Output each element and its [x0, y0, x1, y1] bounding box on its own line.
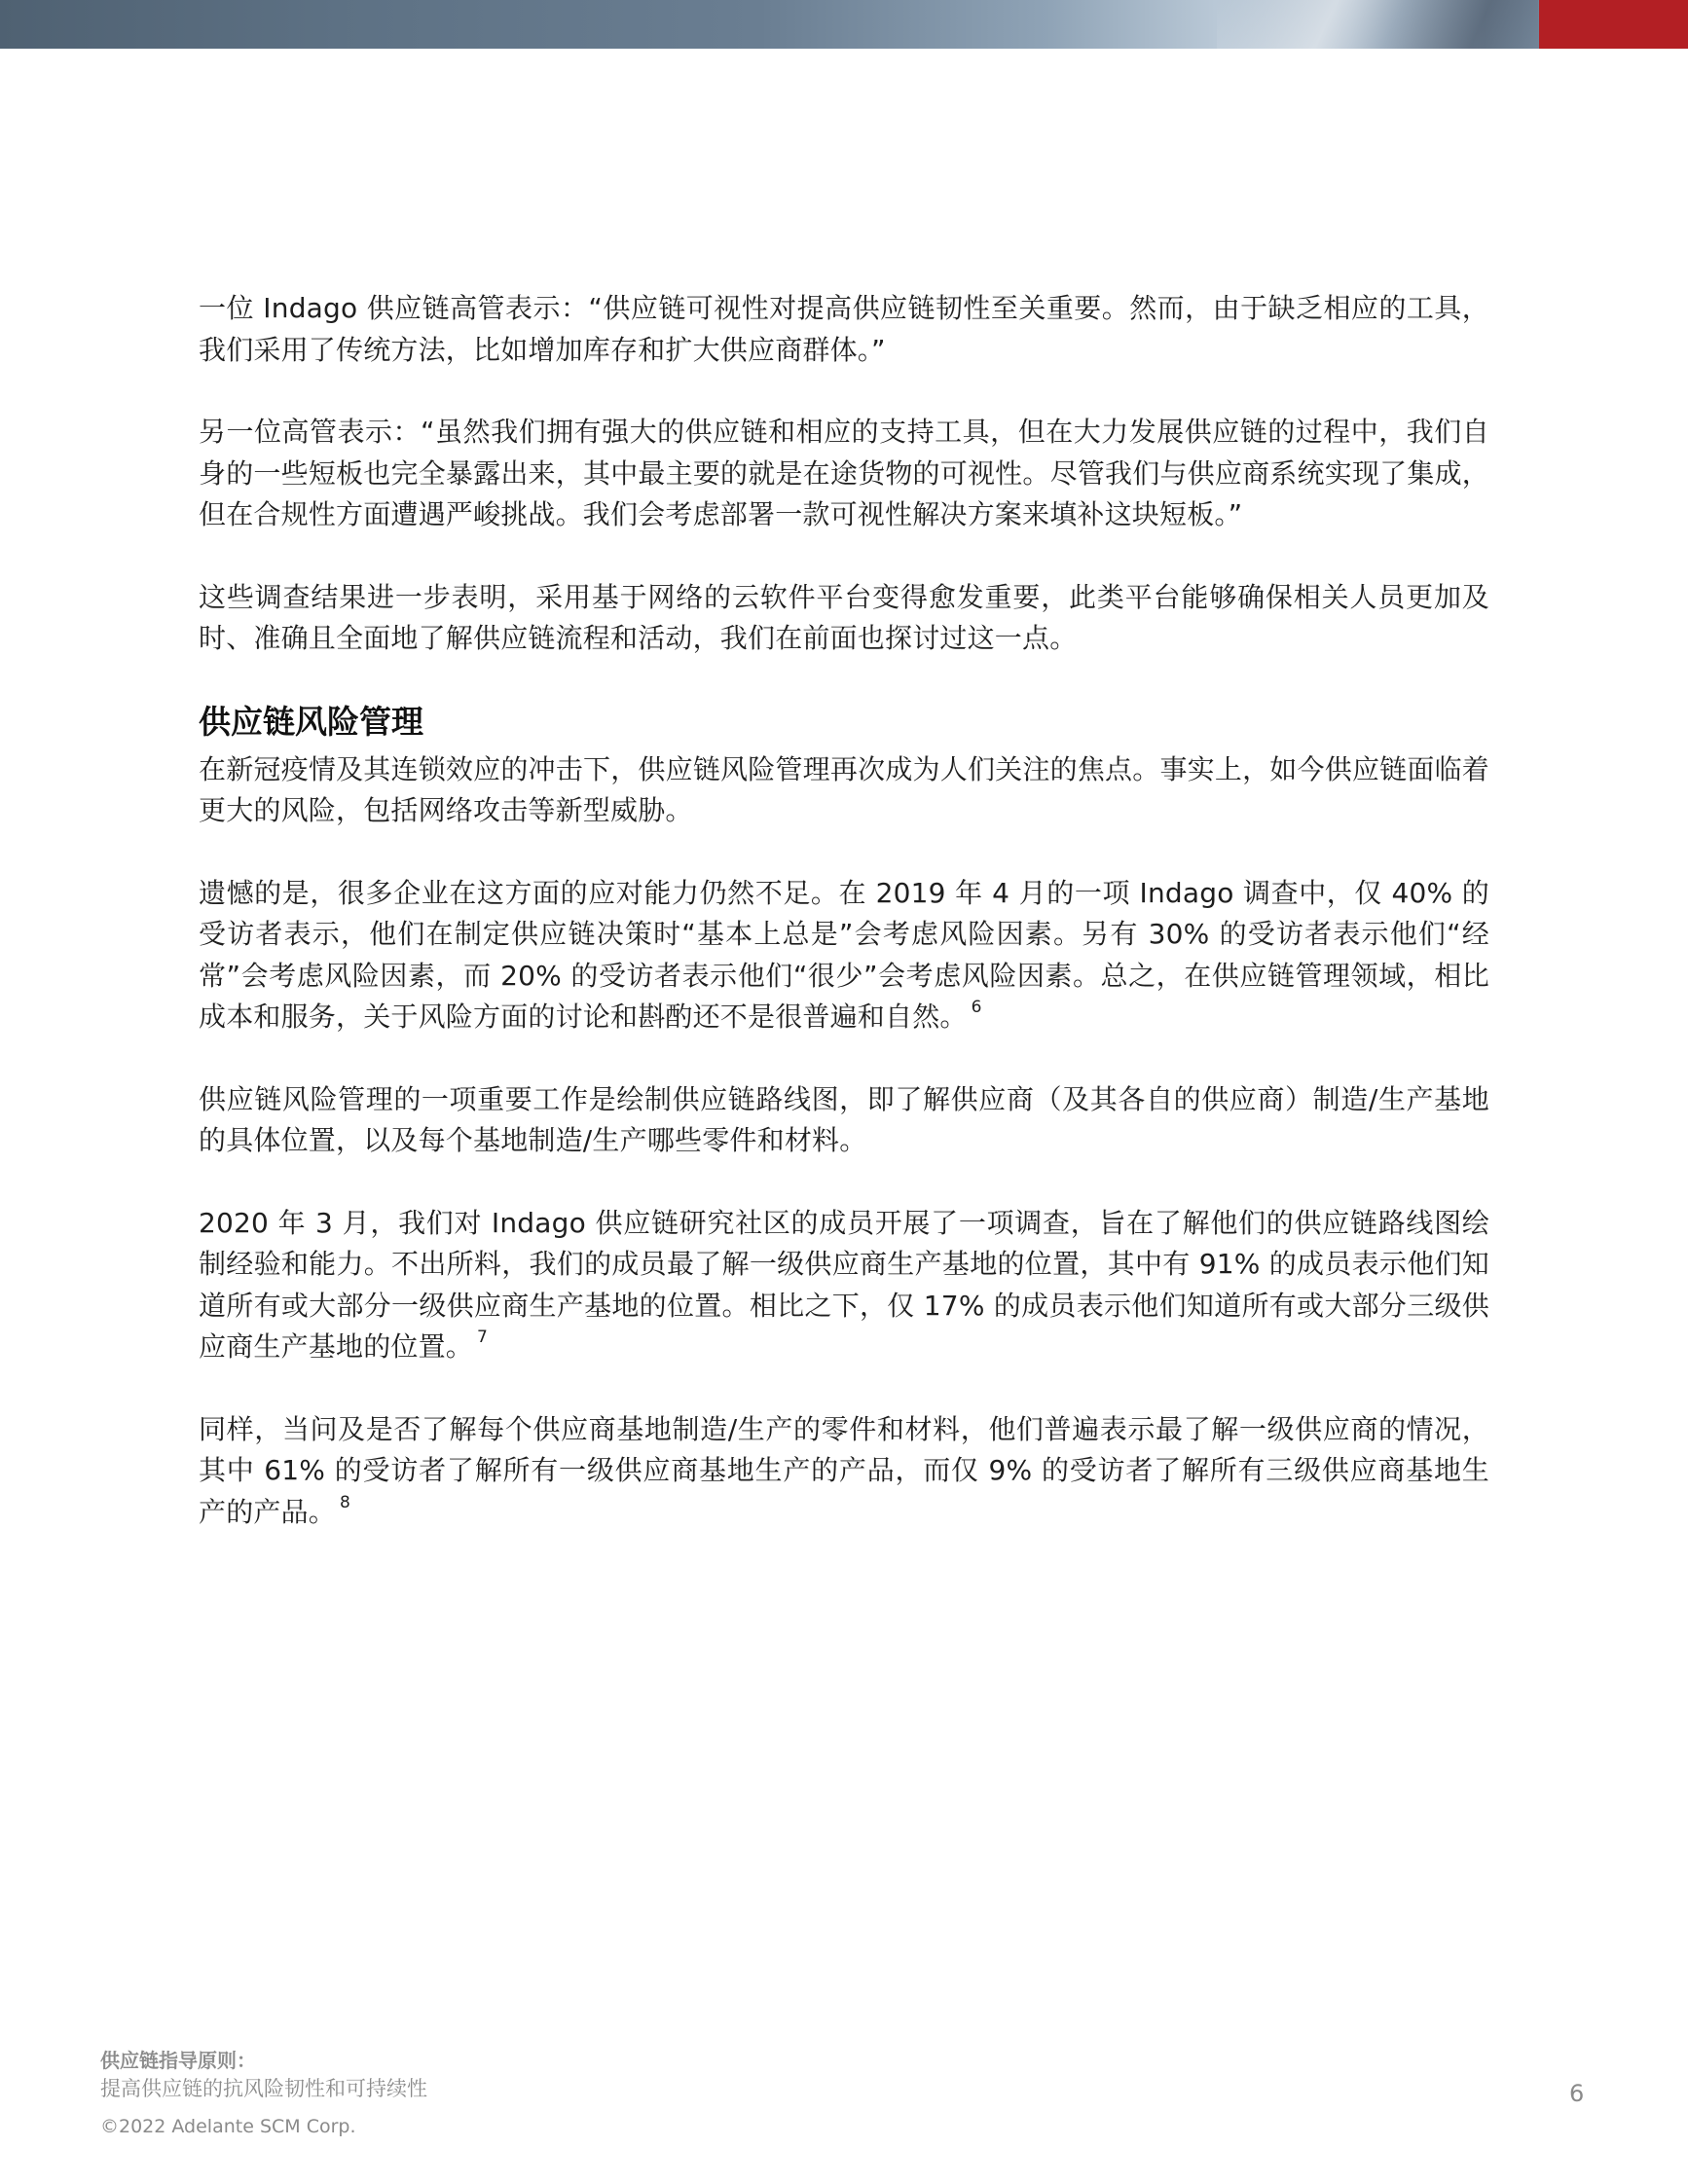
footnote-6: 6 — [971, 998, 982, 1017]
header-banner-image — [1217, 0, 1538, 49]
paragraph-survey-2020-text: 2020 年 3 月，我们对 Indago 供应链研究社区的成员开展了一项调查，旨在了解他们的供应链路线图绘制经验和能力。不出所料，我们的成员最了解一级供应商生产基地的位置，其中有 91% 的成员表示他们知道所有或大部分一级供应商生产基地的位置。相比之下，仅 17% 的成员表示他们知道所有或大部分三级供应商生产基地的位置。 — [199, 1206, 1489, 1363]
footnote-8: 8 — [340, 1492, 351, 1512]
paragraph-survey-2020 — [199, 1203, 1489, 1368]
footer-copyright: ©2022 Adelante SCM Corp. — [100, 2116, 356, 2137]
paragraph-survey-2019 — [199, 873, 1489, 1038]
footnote-7: 7 — [477, 1328, 489, 1347]
paragraph-executive-quote-1: 一位 Indago 供应链高管表示：“供应链可视性对提高供应链韧性至关重要。然而，由于缺乏相应的工具，我们采用了传统方法，比如增加库存和扩大供应商群体。” — [199, 292, 1489, 366]
paragraph-parts-materials-text: 同样，当问及是否了解每个供应商基地制造/生产的零件和材料，他们普遍表示最了解一级供应商的情况，其中 61% 的受访者了解所有一级供应商基地生产的产品，而仅 9% 的受访者了解所有三级供应商基地生产的产品。 — [199, 1412, 1489, 1528]
footer-title: 供应链指导原则： — [100, 2049, 256, 2072]
paragraph-cloud-platform: 这些调查结果进一步表明，采用基于网络的云软件平台变得愈发重要，此类平台能够确保相关人员更加及时、准确且全面地了解供应链流程和活动，我们在前面也探讨过这一点。 — [199, 580, 1489, 654]
paragraph-parts-materials — [199, 1409, 1489, 1534]
paragraph-risk-intro: 在新冠疫情及其连锁效应的冲击下，供应链风险管理再次成为人们关注的焦点。事实上，如今供应链面临着更大的风险，包括网络攻击等新型威胁。 — [199, 752, 1489, 826]
paragraph-executive-quote-2: 另一位高管表示：“虽然我们拥有强大的供应链和相应的支持工具，但在大力发展供应链的过程中，我们自身的一些短板也完全暴露出来，其中最主要的就是在途货物的可视性。尽管我们与供应商系统实现了集成，但在合规性方面遭遇严峻挑战。我们会考虑部署一款可视性解决方案来填补这块短板。” — [199, 416, 1489, 530]
article-body — [199, 288, 1489, 1574]
page-footer — [100, 2047, 879, 2139]
paragraph-survey-2019-text: 遗憾的是，很多企业在这方面的应对能力仍然不足。在 2019 年 4 月的一项 Indago 调查中，仅 40% 的受访者表示，他们在制定供应链决策时“基本上总是”会考虑风险因素。另有 30% 的受访者表示他们“经常”会考虑风险因素，而 20% 的受访者表示他们“很少”会考虑风险因素。总之，在供应链管理领域，相比成本和服务，关于风险方面的讨论和斟酌还不是很普遍和自然。 — [199, 876, 1489, 1033]
header-accent-bar — [1539, 0, 1688, 49]
section-heading-risk-management: 供应链风险管理 — [199, 702, 423, 741]
page-number: 6 — [1569, 2080, 1585, 2107]
paragraph-supply-chain-mapping: 供应链风险管理的一项重要工作是绘制供应链路线图，即了解供应商（及其各自的供应商）制造/生产基地的具体位置，以及每个基地制造/生产哪些零件和材料。 — [199, 1082, 1489, 1156]
header-banner — [0, 0, 1688, 49]
footer-subtitle: 提高供应链的抗风险韧性和可持续性 — [100, 2077, 427, 2100]
